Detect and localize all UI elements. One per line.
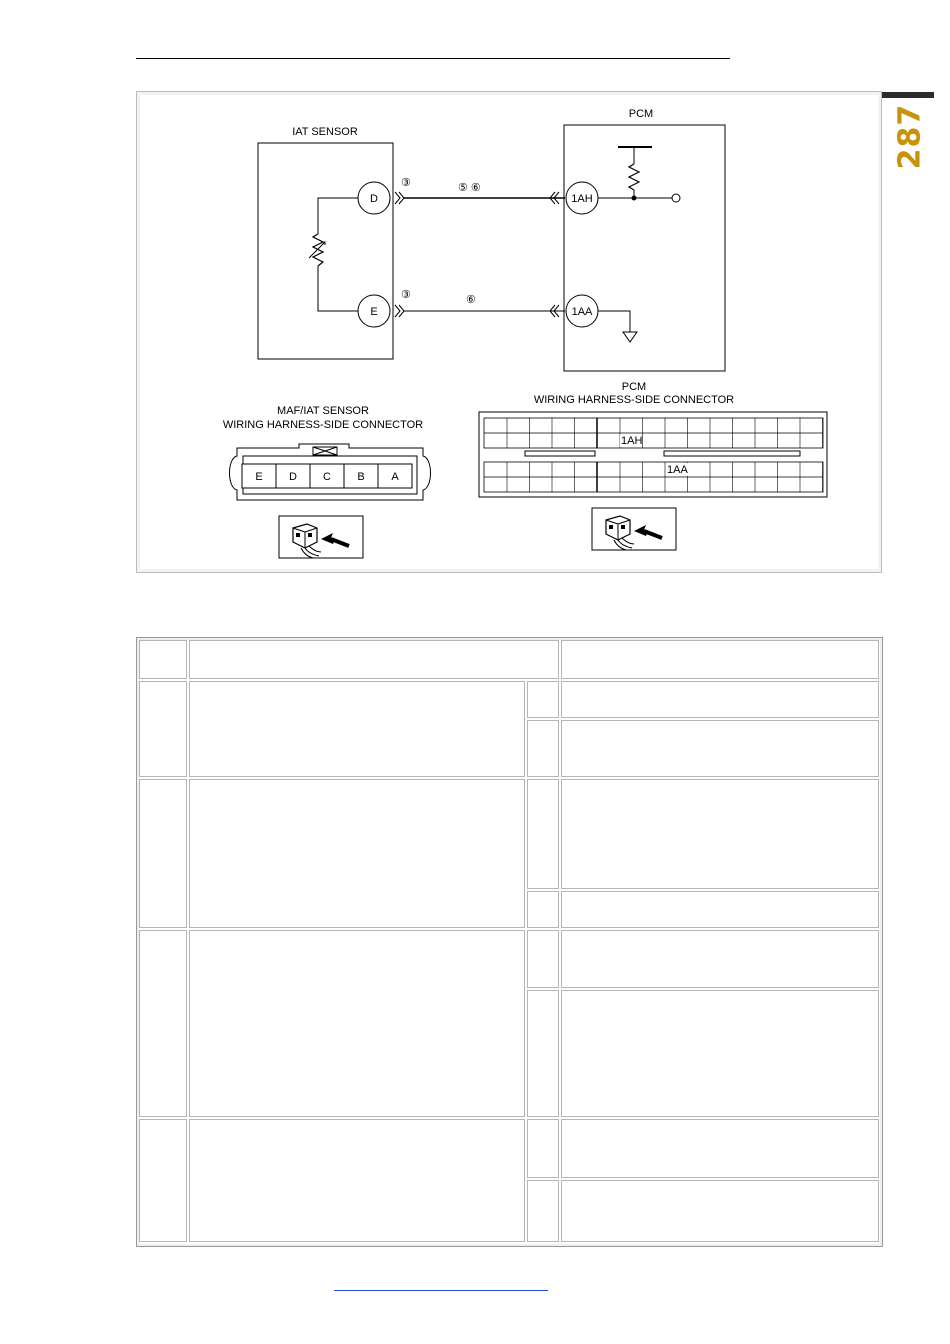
- terminal-e-label: E: [370, 306, 378, 318]
- wire-ref-e-harness: ⑥: [466, 294, 476, 306]
- pin-e: E: [255, 471, 263, 483]
- table-header-action: [561, 640, 879, 679]
- footer-link-underline[interactable]: [334, 1290, 548, 1291]
- step-4-result-yes: [527, 1119, 559, 1178]
- step-1-inspection: [189, 681, 525, 777]
- table-header-inspection: [189, 640, 559, 679]
- step-2-action-yes: [561, 779, 879, 889]
- iat-sensor-title: IAT SENSOR: [292, 126, 358, 138]
- step-3-result-yes: [527, 930, 559, 988]
- page-number: 287: [892, 103, 928, 169]
- ground-symbol: [623, 332, 637, 342]
- pcm-connector-title-1: PCM: [621, 381, 647, 393]
- pin-a: A: [391, 471, 399, 483]
- step-4-action-yes: [561, 1119, 879, 1178]
- step-3-number: [139, 930, 187, 1117]
- terminal-d-label: D: [370, 193, 378, 205]
- step-2-number: [139, 779, 187, 928]
- pin-d: D: [289, 471, 297, 483]
- pin-b: B: [357, 471, 365, 483]
- pcm-box: [564, 125, 725, 371]
- pcm-connector-title-2: WIRING HARNESS-SIDE CONNECTOR: [533, 394, 735, 406]
- terminal-1aa-label: 1AA: [571, 306, 593, 318]
- step-1-result-no: [527, 720, 559, 777]
- step-2-inspection: [189, 779, 525, 928]
- wiring-diagram: [136, 91, 882, 573]
- step-1-result-yes: [527, 681, 559, 718]
- header-rule: [136, 58, 730, 59]
- step-3-inspection: [189, 930, 525, 1117]
- table-header-step: [139, 640, 187, 679]
- step-3-result-no: [527, 990, 559, 1117]
- maf-connector-pins: [242, 464, 412, 488]
- pin-c: C: [323, 471, 331, 483]
- maf-connector-title-1: MAF/IAT SENSOR: [277, 405, 369, 417]
- terminal-1ah-label: 1AH: [571, 193, 593, 205]
- pullup-resistor-symbol: [629, 164, 639, 190]
- step-3-action-yes: [561, 930, 879, 988]
- pcm-title: PCM: [628, 108, 654, 120]
- step-4-action-no: [561, 1180, 879, 1242]
- step-3-action-no: [561, 990, 879, 1117]
- thermistor-symbol: [313, 234, 323, 266]
- step-2-result-yes: [527, 779, 559, 889]
- step-4-number: [139, 1119, 187, 1242]
- wire-ref-d-harness: ⑤ ⑥: [458, 182, 481, 194]
- pcm-pin-1aa: 1AA: [667, 464, 688, 476]
- connector-view-icon: [279, 516, 363, 558]
- step-1-action-no: [561, 720, 879, 777]
- pcm-pin-1ah: 1AH: [621, 435, 643, 447]
- wire-ref-d-sensor: ③: [401, 177, 411, 189]
- wire-ref-e-sensor: ③: [401, 289, 411, 301]
- inspection-table: [136, 637, 883, 1247]
- step-4-result-no: [527, 1180, 559, 1242]
- connector-view-icon-pcm: [592, 508, 676, 550]
- step-2-action-no: [561, 891, 879, 928]
- step-4-inspection: [189, 1119, 525, 1242]
- maf-connector-title-2: WIRING HARNESS-SIDE CONNECTOR: [222, 419, 424, 431]
- step-1-number: [139, 681, 187, 777]
- step-1-action-yes: [561, 681, 879, 718]
- step-2-result-no: [527, 891, 559, 928]
